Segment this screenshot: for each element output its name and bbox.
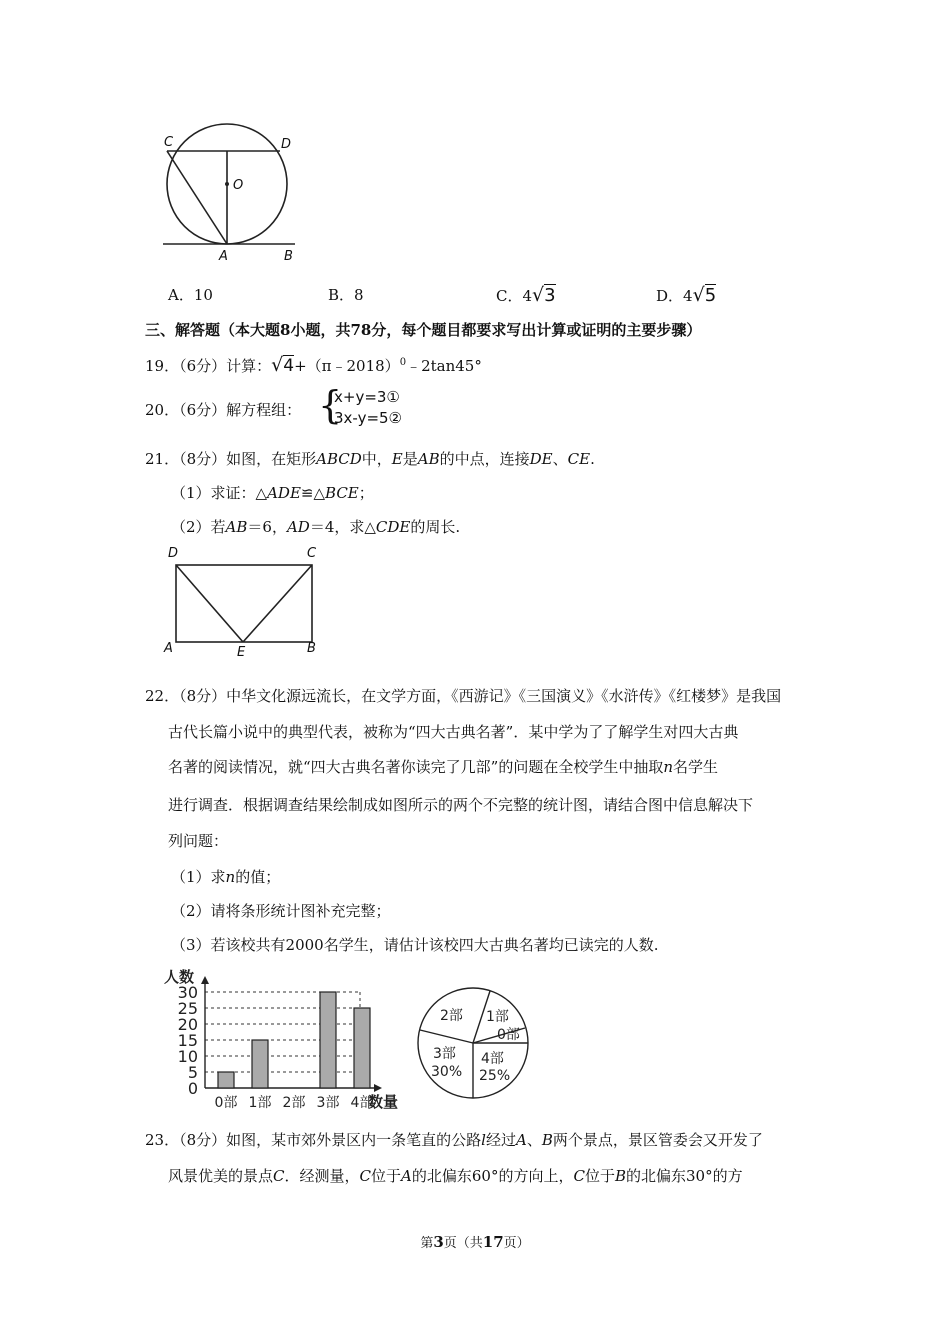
label-a2: A (164, 641, 173, 656)
option-a: A．10 (168, 286, 213, 304)
option-d: D．4√5 (656, 284, 717, 306)
pie-label-0: 0部 (497, 1027, 520, 1043)
x-axis-title: 数量 (368, 1093, 399, 1111)
rectangle-abcd (176, 565, 312, 642)
bar-3 (320, 992, 336, 1088)
question-21-part-1: （1）求证：△ADE≌△BCE； (171, 484, 374, 502)
question-21: 21．（8分）如图，在矩形ABCD中，E是AB的中点，连接DE、CE. (145, 450, 595, 468)
label-c2: C (307, 546, 317, 561)
question-22-part-1: （1）求n的值； (171, 868, 281, 886)
segment-ce (243, 565, 312, 642)
label-d: D (281, 137, 292, 152)
x-tick-label: 1部 (248, 1095, 272, 1111)
x-tick-label: 3部 (316, 1095, 340, 1111)
bar-1 (252, 1040, 268, 1088)
equation-system: x+y=3① 3x-y=5② (334, 388, 403, 427)
bar-4 (354, 1008, 370, 1088)
question-23-line-1: 23．（8分）如图，某市郊外景区内一条笔直的公路l经过A、B两个景点，景区管委会又开发了 (145, 1131, 763, 1149)
option-b: B．8 (328, 286, 364, 304)
sqrt-sign: √ (692, 284, 705, 306)
pie-label-4: 4部 (481, 1051, 504, 1067)
label-o: O (233, 178, 244, 193)
y-axis-arrow (201, 976, 209, 984)
x-tick-label: 0部 (214, 1095, 238, 1111)
y-axis-title: 人数 (164, 968, 195, 986)
y-tick-label: 5 (187, 1063, 198, 1082)
question-22-part-3: （3）若该校共有2000名学生，请估计该校四大古典名著均已读完的人数. (171, 936, 659, 954)
y-tick-label: 0 (187, 1079, 198, 1098)
system-brace: { (318, 383, 343, 427)
x-axis-arrow (374, 1084, 382, 1092)
question-22-line-3: 名著的阅读情况，就“四大古典名著你读完了几部”的问题在全校学生中抽取n名学生 (168, 758, 719, 776)
question-22-line-2: 古代长篇小说中的典型代表，被称为“四大古典名著”．某中学为了了解学生对四大古典 (168, 723, 739, 741)
y-tick-label: 30 (177, 983, 198, 1002)
pie-percent-3: 30% (431, 1064, 463, 1080)
label-e2: E (237, 645, 246, 660)
question-22-part-2: （2）请将条形统计图补充完整； (171, 902, 391, 920)
label-b2: B (307, 641, 316, 656)
question-22-line-1: 22．（8分）中华文化源远流长，在文学方面，《西游记》《三国演义》《水浒传》《红楼梦》是我国 (145, 687, 782, 705)
option-c: C．4√3 (496, 284, 556, 306)
segment-ca (167, 151, 227, 244)
pie-label-3: 3部 (433, 1046, 456, 1062)
section-heading: 三、解答题（本大题8小题，共78分，每个题目都要求写出计算或证明的主要步骤） (145, 321, 702, 339)
question-20: 20．（6分）解方程组： (145, 401, 302, 419)
label-c: C (164, 135, 174, 150)
bar-chart (150, 962, 410, 1112)
question-21-part-2: （2）若AB＝6，AD＝4，求△CDE的周长. (171, 518, 461, 536)
pie-divider-1 (420, 1030, 473, 1043)
label-a: A (219, 249, 228, 264)
question-22-line-4: 进行调查．根据调查结果绘制成如图所示的两个不完整的统计图，请结合图中信息解决下 (168, 796, 754, 814)
label-b: B (284, 249, 293, 264)
bar-0 (218, 1072, 234, 1088)
segment-de (176, 565, 243, 642)
question-22-line-5: 列问题： (168, 832, 229, 850)
label-d2: D (168, 546, 179, 561)
x-tick-label: 2部 (282, 1095, 306, 1111)
y-tick-label: 25 (177, 999, 198, 1018)
y-tick-label: 10 (177, 1047, 198, 1066)
sqrt-sign: √ (532, 284, 545, 306)
x-tick-label: 4部 (350, 1095, 374, 1111)
question-19: 19．（6分）计算：√4+（π﹣2018）$^0$﹣2tan45° (145, 354, 482, 376)
question-23-line-2: 风景优美的景点C．经测量，C位于A的北偏东60°的方向上，C位于B的北偏东30°的方 (168, 1167, 743, 1185)
pie-label-1: 1部 (486, 1009, 509, 1025)
center-point (225, 182, 229, 186)
pie-chart (410, 978, 540, 1108)
y-tick-label: 20 (177, 1015, 198, 1034)
page-footer: 第3页（共17页） (420, 1233, 530, 1251)
pie-percent-4: 25% (479, 1068, 511, 1084)
y-tick-label: 15 (177, 1031, 198, 1050)
pie-label-2: 2部 (440, 1008, 463, 1024)
